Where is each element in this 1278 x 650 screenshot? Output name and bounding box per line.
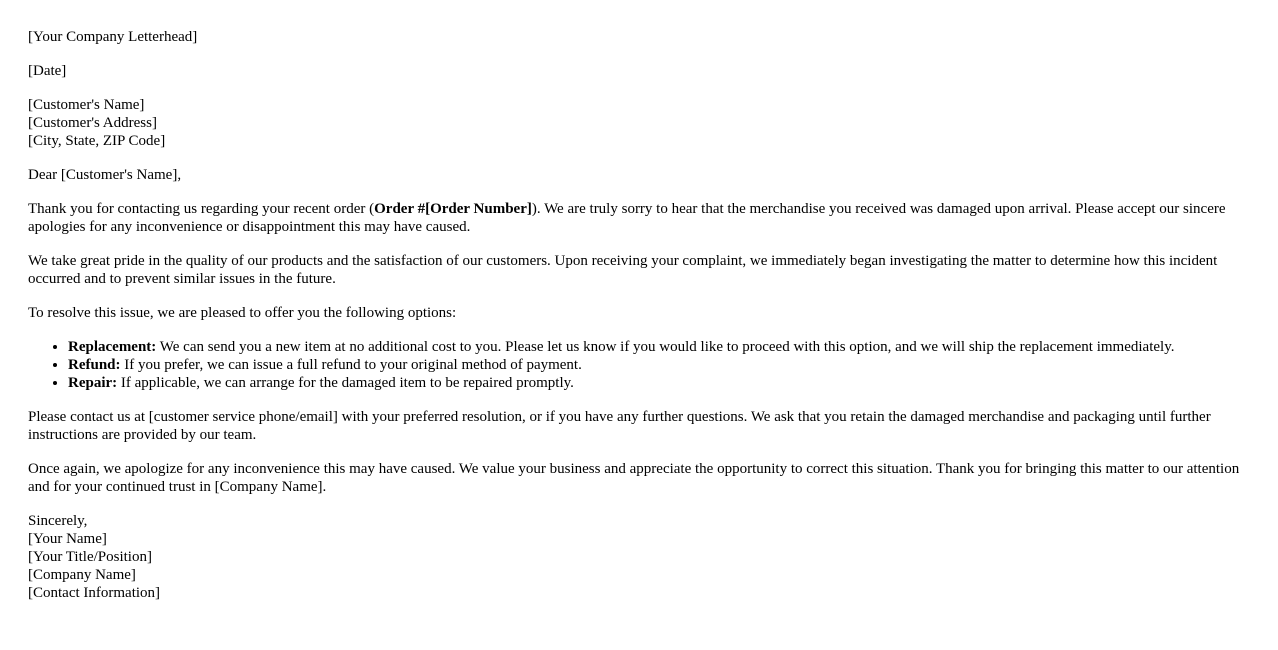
recipient-address: [Customer's Address]: [28, 115, 157, 131]
option-repair: [68, 374, 1252, 392]
paragraph-order-apology-after: ). We are truly sorry to hear that the merchandise you received was damaged upon arrival. Please accept our sincere apologies for any inconvenience or disappointment this may have caused.: [28, 201, 1226, 235]
paragraph-closing-apology: Once again, we apologize for any inconvenience this may have caused. We value your business and appreciate the opportunity to correct this situation. Thank you for bringing this matter to our attention and for your continued trust in [Company Name].: [28, 461, 1240, 495]
option-label: Repair:: [68, 375, 118, 391]
option-label: Replacement:: [68, 339, 157, 355]
letter: [28, 28, 1252, 618]
recipient-city-state-zip: [City, State, ZIP Code]: [28, 133, 166, 149]
option-text: We can send you a new item at no additional cost to you. Please let us know if you would like to proceed with this option, and we will ship the replacement immediately.: [156, 339, 1175, 355]
option-label: Refund:: [68, 357, 121, 373]
signature-block: [28, 512, 1252, 602]
option-refund: [68, 356, 1252, 374]
letterhead: [Your Company Letterhead]: [28, 29, 198, 45]
sender-name: [Your Name]: [28, 531, 107, 547]
option-text: If you prefer, we can issue a full refund to your original method of payment.: [120, 357, 582, 373]
paragraph-order-apology-before: Thank you for contacting us regarding your recent order (: [28, 201, 375, 217]
recipient-name: [Customer's Name]: [28, 97, 145, 113]
options-list: [28, 338, 1252, 392]
letter-date: [Date]: [28, 63, 67, 79]
sender-contact: [Contact Information]: [28, 585, 161, 601]
option-text: If applicable, we can arrange for the damaged item to be repaired promptly.: [117, 375, 574, 391]
option-replacement: [68, 338, 1252, 356]
options-intro: To resolve this issue, we are pleased to offer you the following options:: [28, 305, 457, 321]
paragraph-order-apology: [28, 200, 1252, 236]
valediction: Sincerely,: [28, 513, 88, 529]
paragraph-contact: Please contact us at [customer service phone/email] with your preferred resolution, or if you have any further questions. We ask that you retain the damaged merchandise and packaging until further instructions are provided by our team.: [28, 409, 1211, 443]
order-reference: Order #[Order Number]: [374, 201, 532, 217]
sender-title: [Your Title/Position]: [28, 549, 152, 565]
salutation: Dear [Customer's Name],: [28, 167, 182, 183]
sender-company: [Company Name]: [28, 567, 136, 583]
recipient-block: [28, 96, 1252, 150]
paragraph-quality: We take great pride in the quality of our products and the satisfaction of our customers. Upon receiving your complaint, we immediately began investigating the matter to determine how this incident occurred and to prevent similar issues in the future.: [28, 253, 1218, 287]
